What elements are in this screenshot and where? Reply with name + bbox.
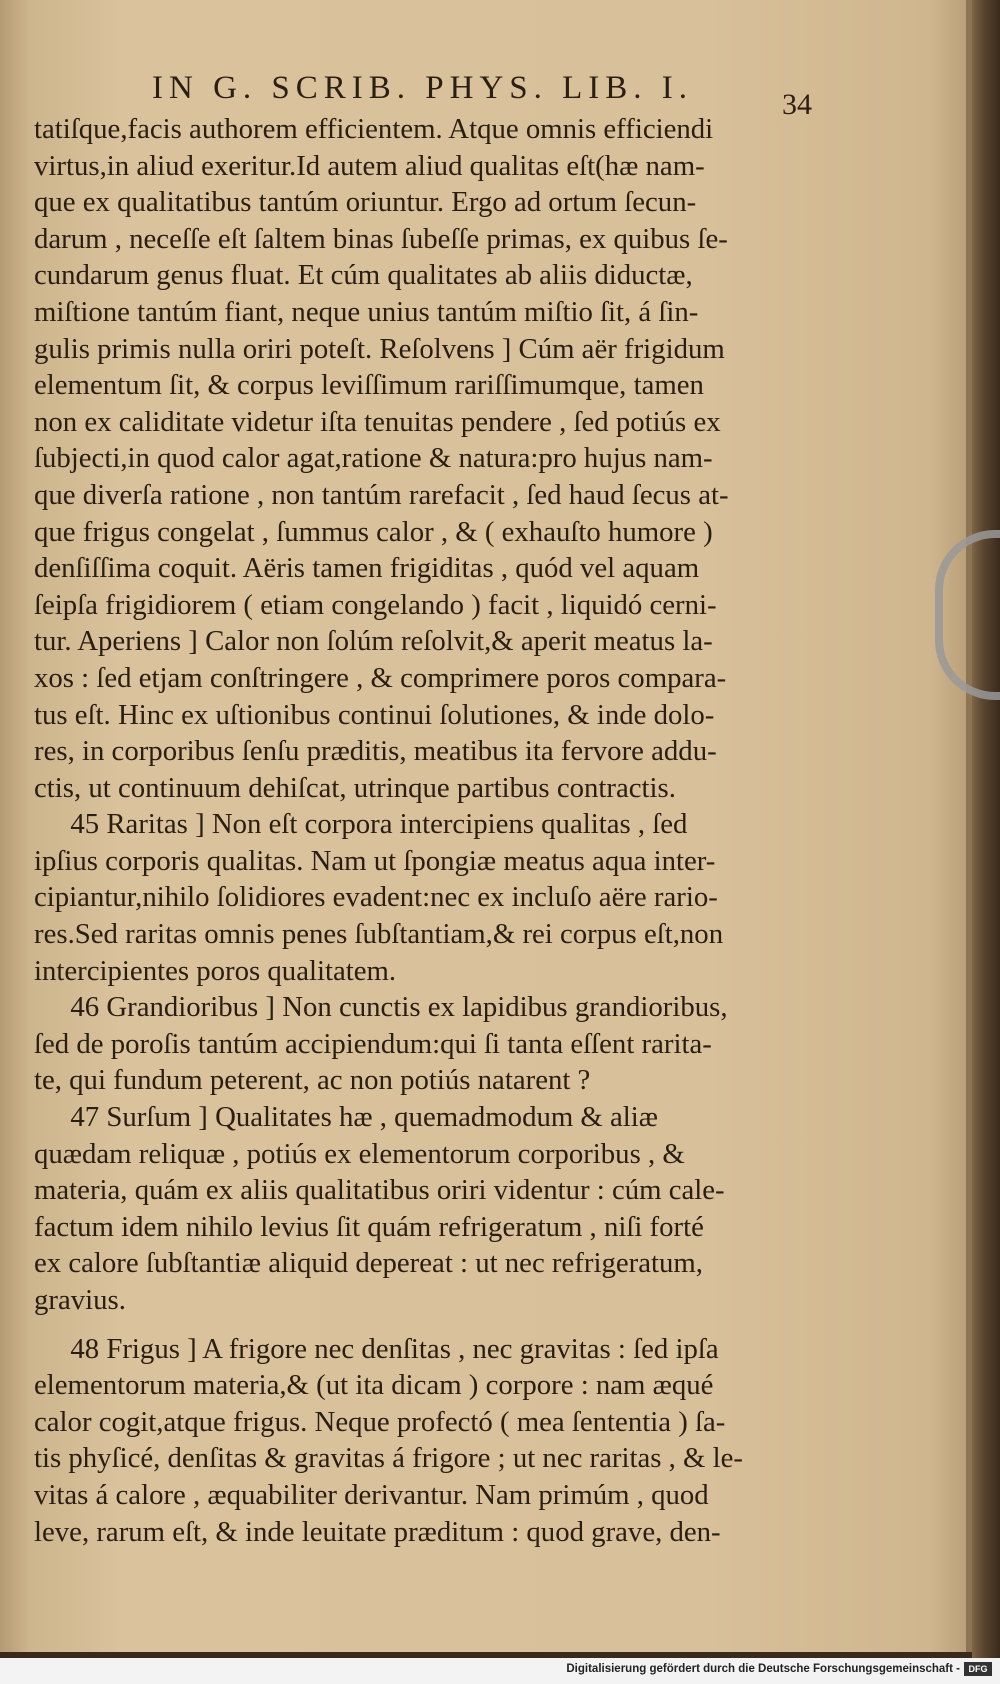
text-line	[34, 1332, 842, 1369]
text-line	[34, 1173, 842, 1210]
footer-credit: Digitalisierung gefördert durch die Deutsche Forschungsgemeinschaft -	[566, 1663, 960, 1675]
line-text: intercipientes poros qualitatem.	[34, 955, 397, 987]
line-text: tus eſt. Hinc ex uſtionibus continui ſolutiones, & inde dolo-	[34, 699, 715, 731]
line-text: quædam reliquæ , potiús ex elementorum corporibus , &	[34, 1138, 685, 1170]
text-line	[34, 1137, 842, 1174]
line-text: que frigus congelat , ſummus calor , & ( exhauſto humore )	[34, 516, 713, 548]
footer-bar	[0, 1658, 1000, 1684]
text-line	[34, 1063, 842, 1100]
text-line	[34, 368, 842, 405]
text-line	[34, 332, 842, 369]
text-line	[34, 661, 842, 698]
line-text: non ex caliditate videtur iſta tenuitas pendere , ſed potiús ex	[34, 406, 721, 438]
text-line	[34, 588, 842, 625]
text-line	[34, 478, 842, 515]
text-line	[34, 1246, 842, 1283]
text-line	[34, 515, 842, 552]
line-text: 47 Surſum ] Qualitates hæ , quemadmodum & aliæ	[70, 1102, 659, 1134]
text-line	[34, 112, 842, 149]
line-text: ſubjecti,in quod calor agat,ratione & natura:pro hujus nam-	[34, 443, 713, 475]
text-line	[34, 1368, 842, 1405]
line-text: cundarum genus fluat. Et cúm qualitates ab aliis diductæ,	[34, 260, 693, 292]
text-line	[34, 441, 842, 478]
text-line	[34, 807, 842, 844]
dfg-logo: DFG	[964, 1662, 992, 1676]
line-text: 48 Frigus ] A frigore nec denſitas , nec gravitas : ſed ipſa	[70, 1333, 719, 1365]
line-text: ipſius corporis qualitas. Nam ut ſpongiæ meatus aqua inter-	[34, 845, 716, 877]
text-line	[34, 844, 842, 881]
text-line	[34, 1320, 842, 1332]
text-line	[34, 405, 842, 442]
text-line	[34, 222, 842, 259]
line-text: darum , neceſſe eſt ſaltem binas ſubeſſe primas, ex quibus ſe-	[34, 223, 728, 255]
text-line	[34, 624, 842, 661]
line-text: gravius.	[34, 1285, 126, 1316]
line-text: te, qui fundum peterent, ac non potiús natarent ?	[34, 1065, 591, 1097]
text-line	[34, 1441, 842, 1478]
text-line	[34, 990, 842, 1027]
line-text: calor cogit,atque frigus. Neque profectó ( mea ſententia ) ſa-	[34, 1406, 726, 1438]
line-text: tur. Aperiens ] Calor non ſolúm reſolvit,& aperit meatus la-	[34, 626, 713, 658]
line-text: res.Sed raritas omnis penes ſubſtantiam,& rei corpus eſt,non	[34, 919, 724, 951]
text-line	[34, 1405, 842, 1442]
line-text: xos : ſed etjam conſtringere , & comprimere poros compara-	[34, 662, 727, 694]
text-line	[34, 1100, 842, 1137]
line-text: cipiantur,nihilo ſolidiores evadent:nec ex incluſo aëre rario-	[34, 882, 718, 914]
text-line	[34, 1515, 842, 1552]
text-line	[34, 1478, 842, 1515]
text-line	[34, 258, 842, 295]
line-text: tis phyſicé, denſitas & gravitas á frigore ; ut nec raritas , & le-	[34, 1443, 744, 1475]
line-text: ctis, ut continuum dehiſcat, utrinque partibus contractis.	[34, 772, 676, 804]
line-text: virtus,in aliud exeritur.Id autem aliud qualitas eſt(hæ nam-	[34, 150, 705, 182]
text-line	[34, 954, 842, 991]
line-text: ſed de poroſis tantúm accipiendum:qui ſi tanta eſſent rarita-	[34, 1028, 712, 1060]
line-text: elementum ſit, & corpus leviſſimum rariſſimumque, tamen	[34, 370, 704, 402]
page-number: 34	[782, 88, 812, 121]
line-text: 45 Raritas ] Non eſt corpora intercipiens qualitas , ſed	[70, 809, 688, 841]
line-text: denſiſſima coquit. Aëris tamen frigiditas , quód vel aquam	[34, 553, 700, 585]
line-text: materia, quám ex aliis qualitatibus oriri videntur : cúm cale-	[34, 1175, 725, 1207]
text-line	[34, 880, 842, 917]
text-line	[34, 698, 842, 735]
line-text: elementorum materia,& (ut ita dicam ) corpore : nam æqué	[34, 1370, 714, 1402]
page-edge	[972, 0, 1000, 1658]
text-line	[34, 771, 842, 808]
line-text: miſtione tantúm fiant, neque unius tantúm miſtio ſit, á ſin-	[34, 296, 699, 328]
line-text: 46 Grandioribus ] Non cunctis ex lapidibus grandioribus,	[70, 992, 728, 1024]
text-line	[34, 185, 842, 222]
text-line	[34, 1210, 842, 1247]
text-line	[34, 295, 842, 332]
text-line	[34, 734, 842, 771]
line-text: factum idem nihilo levius ſit quám refrigeratum , niſi forté	[34, 1211, 704, 1243]
text-line	[34, 551, 842, 588]
line-text: que ex qualitatibus tantúm oriuntur. Ergo ad ortum ſecun-	[34, 187, 697, 219]
text-line	[34, 1283, 842, 1320]
line-text: leve, rarum eſt, & inde leuitate præditum : quod grave, den-	[34, 1516, 721, 1548]
text-line	[34, 917, 842, 954]
line-text: tatiſque,facis authorem efficientem. Atque omnis efficiendi	[34, 114, 714, 145]
line-text: vitas á calore , æquabiliter derivantur. Nam primúm , quod	[34, 1479, 709, 1511]
text-line	[34, 149, 842, 186]
line-text: res, in corporibus ſenſu præditis, meatibus ita fervore addu-	[34, 736, 717, 768]
running-head: IN G. SCRIB. PHYS. LIB. I.	[152, 70, 694, 106]
line-text: que diverſa ratione , non tantúm rarefacit , ſed haud ſecus at-	[34, 479, 729, 511]
body-text	[34, 112, 842, 1551]
text-line	[34, 1027, 842, 1064]
line-text: ex calore ſubſtantiæ aliquid depereat : ut nec refrigeratum,	[34, 1248, 703, 1280]
line-text: gulis primis nulla oriri poteſt. Reſolvens ] Cúm aër frigidum	[34, 333, 725, 365]
line-text: ſeipſa frigidiorem ( etiam congelando ) facit , liquidó cerni-	[34, 589, 717, 621]
